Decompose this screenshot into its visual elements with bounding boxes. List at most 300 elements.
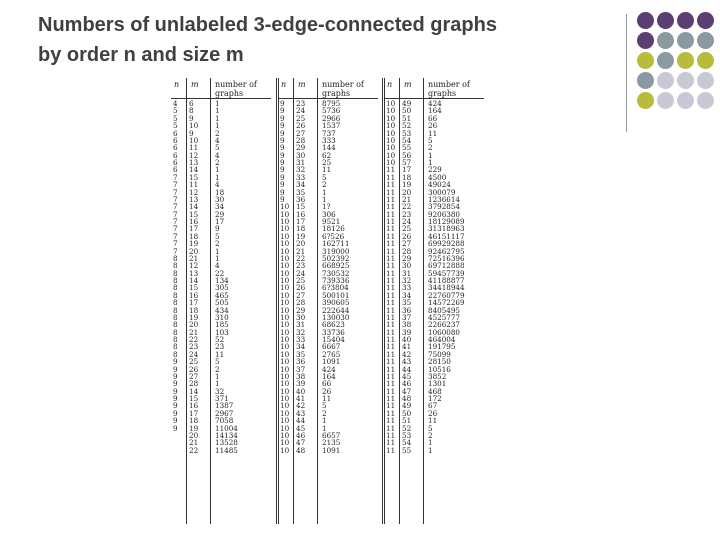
table-cell: 6?526 <box>322 231 345 241</box>
table-cell: 1301 <box>428 379 447 389</box>
table-cell: 10 <box>280 283 290 293</box>
decorative-dot <box>677 32 694 49</box>
table-cell: 8795 <box>322 99 341 108</box>
table-cell: 39 <box>402 327 412 337</box>
table-cell: 9 <box>189 113 194 123</box>
table-cell: 1091 <box>322 357 341 367</box>
table-cell: 8 <box>173 268 178 278</box>
table-cell: 50 <box>402 106 412 116</box>
table-cell: 7 <box>173 209 178 219</box>
table-cell: 333 <box>322 135 336 145</box>
table-cell: 33 <box>296 335 306 344</box>
table-cell: 8 <box>173 261 178 271</box>
table-cell: 8 <box>189 106 194 116</box>
table-cell: 1 <box>215 113 220 123</box>
table-cell: 9 <box>173 364 178 374</box>
table-cell: 2266237 <box>428 320 461 330</box>
table-cell: 18 <box>189 305 199 315</box>
table-cell: 185 <box>215 320 229 330</box>
table-cell: 39 <box>296 379 306 389</box>
table-cell: 52 <box>215 335 225 344</box>
table-cell: 730532 <box>322 268 350 278</box>
table-cell: 35 <box>296 187 306 197</box>
table-cell: 29 <box>215 209 225 219</box>
table-cell: 19 <box>296 231 306 241</box>
table-cell: 9 <box>280 150 285 160</box>
table-cell: 4500 <box>428 172 447 182</box>
table-cell: 6?3804 <box>322 283 349 293</box>
table-cell: 43 <box>402 357 412 367</box>
table-cell: 43 <box>296 408 306 418</box>
table-cell: 17 <box>189 224 199 234</box>
table-cell: 55 <box>402 143 412 153</box>
table-cell: 21 <box>189 327 199 337</box>
table-cell: 11 <box>386 342 396 352</box>
table-cell: 11 <box>386 349 396 359</box>
table-cell: 1 <box>322 416 327 426</box>
table-cell: 10 <box>280 305 290 315</box>
table-cell: 468 <box>428 386 442 396</box>
table-cell: 49024 <box>428 180 451 190</box>
table-cell: 38 <box>296 371 306 381</box>
decorative-dot <box>697 92 714 109</box>
table-cell: 68623 <box>322 320 345 330</box>
table-cell: 7 <box>173 187 178 197</box>
table-cell: 15 <box>296 202 306 212</box>
table-cell: 7 <box>173 180 178 190</box>
table-cell: 465 <box>215 290 229 300</box>
table-cell: 16 <box>189 217 199 226</box>
table-cell: 33 <box>402 283 412 293</box>
table-cell: 13 <box>189 268 199 278</box>
table-cell: 24 <box>402 217 412 226</box>
table-cell: 10 <box>280 320 290 330</box>
table-cell: 34 <box>215 202 225 212</box>
table-cell: 8 <box>173 298 178 308</box>
table-cell: 49 <box>402 99 412 108</box>
table-cell: 8 <box>173 290 178 300</box>
table-cell: 18 <box>215 187 225 197</box>
table-cell: 11 <box>386 253 396 263</box>
table-cell: 9 <box>280 135 285 145</box>
table-cell: 12 <box>189 261 199 271</box>
header-count: number of graphs <box>428 80 470 98</box>
table-cell: 8 <box>173 253 178 263</box>
table-cell: 10 <box>280 371 290 381</box>
table-cell: 24 <box>189 349 199 359</box>
table-cell: 15 <box>189 394 199 403</box>
table-cell: 7 <box>173 239 178 249</box>
table-cell: 8 <box>173 283 178 293</box>
column-separator <box>186 78 187 524</box>
table-cell: 15 <box>189 172 199 182</box>
table-cell: 1060080 <box>428 327 461 337</box>
table-cell: 40 <box>296 386 306 396</box>
table-cell: 8 <box>173 349 178 359</box>
table-cell: 17 <box>189 298 199 308</box>
table-cell: 29 <box>296 143 306 153</box>
table-cell: 11 <box>189 143 199 153</box>
table-cell: 9 <box>280 187 285 197</box>
table-cell: 9206380 <box>428 209 461 219</box>
table-cell: 1 <box>215 253 220 263</box>
table-cell: 20 <box>402 187 412 197</box>
table-cell: 1 <box>322 187 327 197</box>
table-cell: 16 <box>189 401 199 411</box>
table-cell: 11 <box>386 335 396 344</box>
table-cell: 22 <box>296 253 306 263</box>
table-cell: 10 <box>280 268 290 278</box>
table-cell: 18 <box>402 172 412 182</box>
decorative-dot <box>637 32 654 49</box>
table-cell: 103 <box>215 327 229 337</box>
table-cell: 11 <box>428 128 438 138</box>
table-cell: 371 <box>215 394 229 403</box>
column-separator <box>317 78 318 524</box>
table-cell: 9 <box>173 401 178 411</box>
table-cell: 172 <box>428 394 442 403</box>
table-cell: 10516 <box>428 364 451 374</box>
table-cell: 46151117 <box>428 231 465 241</box>
table-cell: 8 <box>173 276 178 285</box>
table-cell: 134 <box>215 276 229 285</box>
table-cell: 20 <box>189 320 199 330</box>
table-cell: 37 <box>402 312 412 322</box>
table-cell: 130030 <box>322 312 350 322</box>
table-cell: 27 <box>296 128 306 138</box>
table-cell: 42 <box>402 349 412 359</box>
table-cell: 390605 <box>322 298 350 308</box>
table-cell: 11 <box>386 320 396 330</box>
table-cell: 54 <box>402 135 412 145</box>
table-cell: 10 <box>280 364 290 374</box>
table-cell: 25 <box>322 158 332 167</box>
table-cell: 15 <box>189 209 199 219</box>
table-cell: 10 <box>280 231 290 241</box>
table-cell: 5 <box>173 106 178 116</box>
table-cell: 10 <box>280 290 290 300</box>
header-m: m <box>191 80 199 89</box>
table-cell: 33 <box>296 172 306 182</box>
table-cell: 11 <box>386 430 396 440</box>
table-cell: 45 <box>296 423 306 433</box>
table-cell: 11 <box>386 408 396 418</box>
table-cell: 18129089 <box>428 217 465 226</box>
table-cell: 7058 <box>215 416 234 426</box>
table-cell: 9 <box>173 423 178 433</box>
table-cell: 25 <box>296 276 306 285</box>
decorative-dot <box>657 12 674 29</box>
table-cell: 500101 <box>322 290 350 300</box>
table-cell: 10 <box>280 239 290 249</box>
count-column <box>322 100 349 454</box>
table-cell: 66 <box>428 113 438 123</box>
table-cell: 9 <box>280 180 285 190</box>
table-cell: 14 <box>189 202 199 212</box>
table-cell: 11 <box>428 416 438 426</box>
table-cell: 4 <box>173 99 178 108</box>
decorative-dot <box>677 12 694 29</box>
table-cell: 5 <box>215 143 220 153</box>
table-cell: 2 <box>215 364 220 374</box>
table-cell: 11 <box>386 239 396 249</box>
table-cell: 46 <box>296 430 306 440</box>
table-cell: 16 <box>189 290 199 300</box>
m-column <box>189 100 198 454</box>
table-cell: 66 <box>322 379 332 389</box>
table-cell: 92462795 <box>428 246 465 256</box>
table-cell: 26 <box>428 121 438 131</box>
table-cell: 11 <box>386 165 396 175</box>
table-cell: 18 <box>189 231 199 241</box>
table-cell: 33736 <box>322 327 345 337</box>
table-cell: 11 <box>386 180 396 190</box>
table-cell: 17 <box>296 217 306 226</box>
table-cell: 1? <box>322 202 331 212</box>
table-cell: 10 <box>386 158 396 167</box>
table-cell: 9 <box>173 394 178 403</box>
table-cell: 13 <box>189 158 199 167</box>
table-cell: 191795 <box>428 342 456 352</box>
table-cell: 15 <box>189 283 199 293</box>
table-cell: 1 <box>215 106 220 116</box>
table-cell: 1 <box>322 423 327 433</box>
table-cell: 306 <box>322 209 336 219</box>
table-cell: 30 <box>296 150 306 160</box>
table-cell: 10 <box>280 342 290 352</box>
table-cell: 6 <box>173 158 178 167</box>
header-n: n <box>387 80 393 89</box>
table-cell: 19 <box>189 423 199 433</box>
table-cell: 11 <box>322 165 332 175</box>
table-cell: 54 <box>402 438 412 448</box>
table-cell: 42 <box>296 401 306 411</box>
decorative-dot <box>697 52 714 69</box>
table-cell: 75099 <box>428 349 451 359</box>
table-cell: 10 <box>280 408 290 418</box>
graph-count-table <box>165 78 486 526</box>
table-cell: 1 <box>428 158 433 167</box>
table-cell: 7 <box>173 231 178 241</box>
table-cell: 67 <box>428 401 438 411</box>
table-cell: 10 <box>280 438 290 448</box>
header-count: number of graphs <box>322 80 364 98</box>
table-cell: 4 <box>215 135 220 145</box>
table-cell: 2 <box>428 143 433 153</box>
table-cell: 9 <box>173 386 178 396</box>
table-cell: 5 <box>428 135 433 145</box>
table-cell: 47 <box>296 438 306 448</box>
table-cell: 12 <box>189 187 199 197</box>
table-cell: 57 <box>402 158 412 167</box>
table-cell: 30 <box>296 312 306 322</box>
title-line-2: by order n and size m <box>38 44 244 66</box>
table-cell: 10 <box>386 143 396 153</box>
table-cell: 1236614 <box>428 194 461 204</box>
table-cell: 69712888 <box>428 261 465 271</box>
table-cell: 16 <box>296 209 306 219</box>
table-cell: 2 <box>322 180 327 190</box>
column-separator <box>293 78 294 524</box>
table-cell: 24 <box>296 268 306 278</box>
table-cell: 1 <box>215 165 220 175</box>
table-cell: 11 <box>386 194 396 204</box>
table-cell: 11 <box>386 231 396 241</box>
table-cell: 49 <box>402 401 412 411</box>
table-cell: 59457739 <box>428 268 465 278</box>
table-cell: 7 <box>173 172 178 182</box>
table-cell: 8405495 <box>428 305 461 315</box>
decorative-dot <box>637 12 654 29</box>
table-cell: 11 <box>386 202 396 212</box>
table-cell: 9 <box>280 128 285 138</box>
table-cell: 8 <box>173 327 178 337</box>
table-cell: 47 <box>402 386 412 396</box>
table-cell: 310 <box>215 312 229 322</box>
table-cell: 10 <box>280 335 290 344</box>
table-cell: 10 <box>280 379 290 389</box>
table-cell: 11 <box>386 386 396 396</box>
table-cell: 26 <box>402 231 412 241</box>
table-cell: 144 <box>322 143 336 153</box>
table-cell: 8 <box>173 305 178 315</box>
table-cell: 6 <box>189 99 194 108</box>
table-cell: 45 <box>402 371 412 381</box>
n-column <box>173 100 178 432</box>
table-cell: 13 <box>189 194 199 204</box>
table-cell: 12 <box>189 150 199 160</box>
table-cell: 15404 <box>322 335 345 344</box>
table-cell: 10 <box>280 386 290 396</box>
table-cell: 18 <box>296 224 306 234</box>
table-cell: 24 <box>296 106 306 116</box>
table-cell: 36 <box>402 305 412 315</box>
table-cell: 9 <box>280 99 285 108</box>
table-cell: 41 <box>296 394 306 403</box>
table-cell: 11004 <box>215 423 238 433</box>
table-cell: 2 <box>215 128 220 138</box>
table-cell: 8 <box>173 335 178 344</box>
table-cell: 1 <box>215 371 220 381</box>
table-cell: 28 <box>296 135 306 145</box>
table-cell: 30 <box>215 194 225 204</box>
header-n: n <box>281 80 287 89</box>
table-cell: 10 <box>280 276 290 285</box>
table-cell: 464004 <box>428 335 456 344</box>
table-cell: 37 <box>296 364 306 374</box>
table-cell: 13528 <box>215 438 238 448</box>
table-cell: 6 <box>173 128 178 138</box>
decorative-dot <box>657 52 674 69</box>
table-cell: 1537 <box>322 121 341 131</box>
table-cell: 32 <box>402 276 412 285</box>
table-cell: 11 <box>386 371 396 381</box>
table-cell: 14 <box>189 165 199 175</box>
column-separator <box>423 78 424 524</box>
table-cell: 1 <box>215 121 220 131</box>
table-cell: 11 <box>215 349 225 359</box>
decorative-dot <box>657 92 674 109</box>
table-cell: 11 <box>386 283 396 293</box>
table-cell: 2135 <box>322 438 341 448</box>
table-cell: 52 <box>402 423 412 433</box>
table-cell: 69929288 <box>428 239 465 249</box>
decorative-dot <box>637 72 654 89</box>
table-cell: 10 <box>280 246 290 256</box>
decorative-dot <box>677 92 694 109</box>
table-cell: 46 <box>402 379 412 389</box>
n-column <box>280 100 289 454</box>
table-cell: 20 <box>189 430 199 440</box>
table-cell: 21 <box>296 246 306 256</box>
table-cell: 2966 <box>322 113 341 123</box>
table-cell: 9521 <box>322 217 341 226</box>
table-cell: 52 <box>402 121 412 131</box>
table-cell: 8 <box>173 312 178 322</box>
table-cell: 28 <box>189 379 199 389</box>
table-cell: 10 <box>280 253 290 263</box>
table-cell: 10 <box>189 135 199 145</box>
table-cell: 3852 <box>428 371 447 381</box>
table-cell: 10 <box>280 445 290 455</box>
table-cell: 1091 <box>322 445 341 455</box>
decorative-dot <box>697 32 714 49</box>
table-cell: 26 <box>189 364 199 374</box>
table-cell: 17 <box>215 217 225 226</box>
table-cell: 2967 <box>215 408 234 418</box>
table-cell: 9 <box>215 224 220 234</box>
table-cell: 229 <box>428 165 442 175</box>
table-cell: 18 <box>189 416 199 426</box>
table-cell: 11 <box>386 423 396 433</box>
table-cell: 28150 <box>428 357 451 367</box>
table-cell: 19 <box>402 180 412 190</box>
table-cell: 164 <box>428 106 442 116</box>
table-cell: 11 <box>386 261 396 271</box>
decorative-dot <box>697 12 714 29</box>
table-cell: 51 <box>402 113 412 123</box>
table-cell: 10 <box>280 209 290 219</box>
table-cell: 36 <box>296 194 306 204</box>
table-cell: 10 <box>280 430 290 440</box>
table-cell: 48 <box>296 445 306 455</box>
table-cell: 9 <box>173 408 178 418</box>
header-m: m <box>404 80 412 89</box>
table-cell: 18126 <box>322 224 345 234</box>
table-cell: 11 <box>386 290 396 300</box>
table-cell: 9 <box>173 371 178 381</box>
table-cell: 34 <box>402 290 412 300</box>
table-cell: 2 <box>322 408 327 418</box>
block-separator <box>276 78 277 524</box>
table-cell: 5 <box>215 357 220 367</box>
table-cell: 22 <box>215 268 225 278</box>
table-cell: 1 <box>428 438 433 448</box>
table-cell: 28 <box>296 298 306 308</box>
table-cell: 2 <box>215 239 220 249</box>
table-cell: 10 <box>386 128 396 138</box>
table-cell: 10 <box>280 349 290 359</box>
table-cell: 56 <box>402 150 412 160</box>
m-column <box>296 100 305 454</box>
table-cell: 20 <box>296 239 306 249</box>
table-cell: 35 <box>402 298 412 308</box>
table-cell: 10 <box>386 121 396 131</box>
table-cell: 10 <box>386 150 396 160</box>
table-cell: 6 <box>173 135 178 145</box>
table-cell: 23 <box>402 209 412 219</box>
table-cell: 6 <box>173 143 178 153</box>
